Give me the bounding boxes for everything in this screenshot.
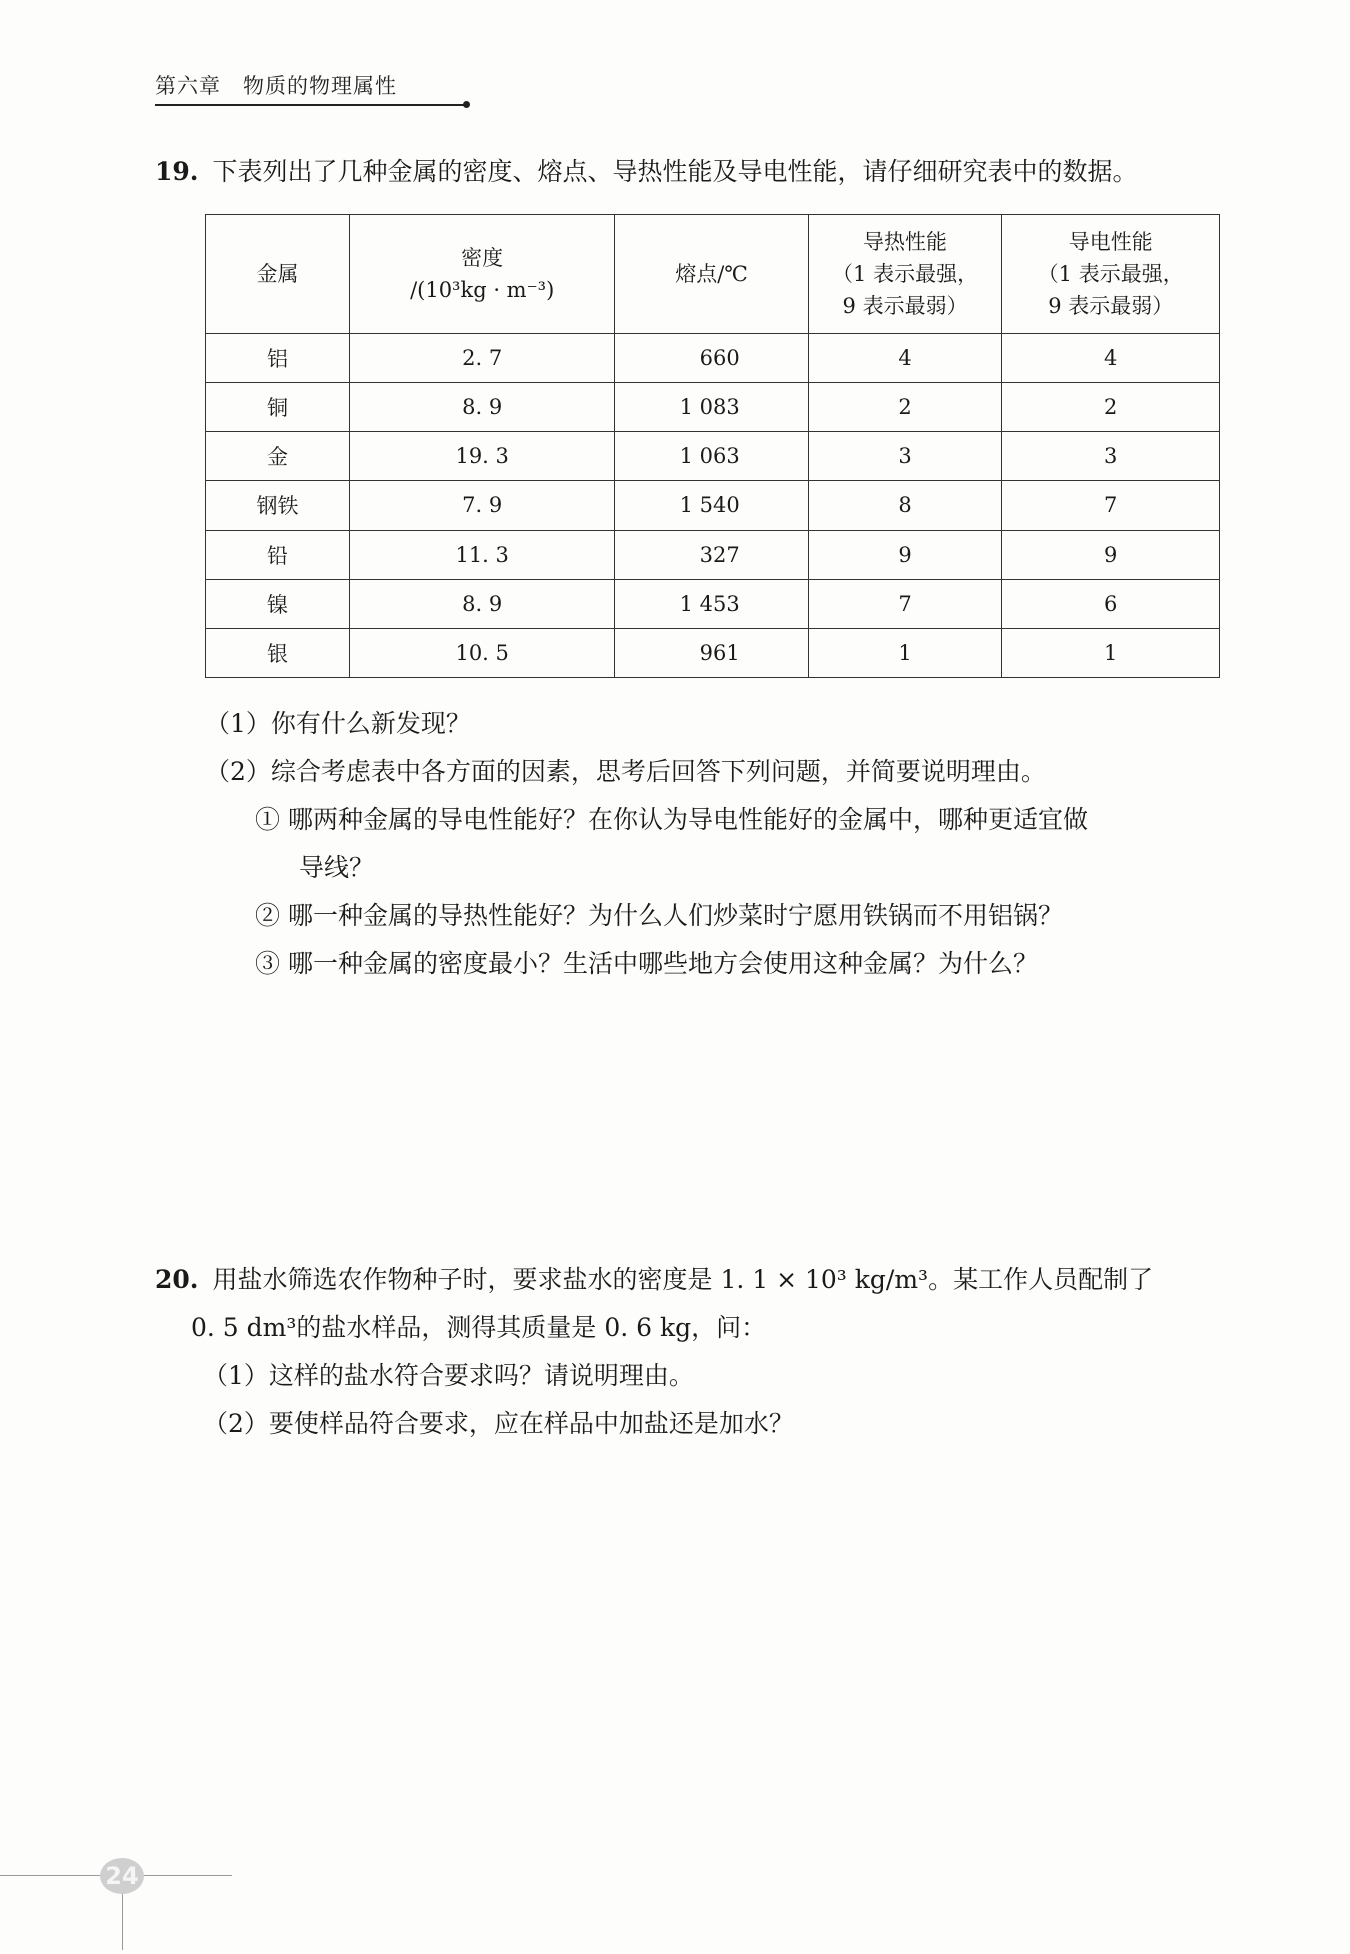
- table-row: [206, 579, 1220, 628]
- cell-metal: 铝: [206, 334, 350, 383]
- header-elec-note-2: 9 表示最弱）: [1048, 294, 1174, 318]
- question-20-line-2: 0. 5 dm³的盐水样品，测得其质量是 0. 6 kg，问：: [191, 1313, 767, 1342]
- table-header-row: [206, 215, 1220, 334]
- cell-metal: 铅: [206, 530, 350, 579]
- header-density-unit: /(10³kg · m⁻³): [410, 278, 555, 302]
- header-heat-label: 导热性能: [863, 230, 948, 254]
- cell-elec: 4: [1002, 334, 1220, 383]
- page-number: 24: [100, 1858, 144, 1894]
- subquestion-2: （2）要使样品符合要求，应在样品中加盐还是加水？: [203, 1409, 794, 1438]
- table-row: [206, 383, 1220, 432]
- cell-melting: 1 453: [615, 579, 808, 628]
- header-heat-note-2: 9 表示最弱）: [842, 294, 968, 318]
- question-number: 20.: [155, 1265, 199, 1294]
- table-row: [206, 432, 1220, 481]
- cell-melting: 660: [615, 334, 808, 383]
- table-row: [206, 481, 1220, 530]
- cell-elec: 6: [1002, 579, 1220, 628]
- cell-density: 19. 3: [349, 432, 614, 481]
- cell-melting: 1 063: [615, 432, 808, 481]
- question-20-line-1: [155, 1256, 1235, 1304]
- cell-heat: 1: [808, 628, 1002, 677]
- table-row: [206, 628, 1220, 677]
- subquestion-2: （2）综合考虑表中各方面的因素，思考后回答下列问题，并简要说明理由。: [205, 757, 1046, 786]
- cell-heat: 2: [808, 383, 1002, 432]
- chapter-header: 第六章 物质的物理属性: [155, 74, 397, 98]
- question-number: 19.: [155, 157, 199, 186]
- cell-density: 10. 5: [349, 628, 614, 677]
- cell-heat: 8: [808, 481, 1002, 530]
- header-heat-note-1: （1 表示最强，: [832, 262, 979, 286]
- table-row: [206, 530, 1220, 579]
- cell-elec: 7: [1002, 481, 1220, 530]
- question-20: [155, 1256, 1235, 1448]
- cell-metal: 镍: [206, 579, 350, 628]
- cell-heat: 3: [808, 432, 1002, 481]
- cell-elec: 2: [1002, 383, 1220, 432]
- subitem-1-continued: 导线？: [299, 853, 375, 882]
- subitem-3: ③ 哪一种金属的密度最小？生活中哪些地方会使用这种金属？为什么？: [255, 949, 1038, 978]
- header-elec-label: 导电性能: [1068, 230, 1153, 254]
- cell-elec: 1: [1002, 628, 1220, 677]
- cell-melting: 1 083: [615, 383, 808, 432]
- cell-melting: 327: [615, 530, 808, 579]
- header-melting-point: 熔点/℃: [615, 215, 808, 334]
- cell-metal: 铜: [206, 383, 350, 432]
- cell-density: 11. 3: [349, 530, 614, 579]
- cell-elec: 3: [1002, 432, 1220, 481]
- header-rule: [155, 104, 465, 106]
- subquestion-1: （1）这样的盐水符合要求吗？请说明理由。: [203, 1361, 694, 1390]
- question-text: 下表列出了几种金属的密度、熔点、导热性能及导电性能，请仔细研究表中的数据。: [212, 157, 1138, 186]
- header-metal: 金属: [206, 215, 350, 334]
- subquestion-1: （1）你有什么新发现？: [205, 709, 471, 738]
- cell-heat: 4: [808, 334, 1002, 383]
- header-electric-conductivity: [1002, 215, 1220, 334]
- header-density-label: 密度: [461, 246, 504, 270]
- question-19-subquestions: [205, 700, 1235, 988]
- cell-density: 8. 9: [349, 579, 614, 628]
- cell-heat: 7: [808, 579, 1002, 628]
- cell-density: 2. 7: [349, 334, 614, 383]
- cell-metal: 钢铁: [206, 481, 350, 530]
- cell-melting: 1 540: [615, 481, 808, 530]
- table-row: [206, 334, 1220, 383]
- cell-heat: 9: [808, 530, 1002, 579]
- cell-density: 8. 9: [349, 383, 614, 432]
- question-text: 用盐水筛选农作物种子时，要求盐水的密度是 1. 1 × 10³ kg/m³。某工作人员配制了: [212, 1265, 1154, 1294]
- cell-metal: 金: [206, 432, 350, 481]
- header-elec-note-1: （1 表示最强，: [1037, 262, 1184, 286]
- header-rule-dot: [463, 101, 470, 108]
- header-heat-conductivity: [808, 215, 1002, 334]
- cell-elec: 9: [1002, 530, 1220, 579]
- subitem-2: ② 哪一种金属的导热性能好？为什么人们炒菜时宁愿用铁锅而不用铝锅？: [255, 901, 1063, 930]
- cell-melting: 961: [615, 628, 808, 677]
- header-density: [349, 215, 614, 334]
- question-19-stem: [155, 148, 1225, 196]
- cell-metal: 银: [206, 628, 350, 677]
- cell-density: 7. 9: [349, 481, 614, 530]
- subitem-1: ① 哪两种金属的导电性能好？在你认为导电性能好的金属中，哪种更适宜做: [255, 805, 1088, 834]
- metals-table: [205, 214, 1220, 678]
